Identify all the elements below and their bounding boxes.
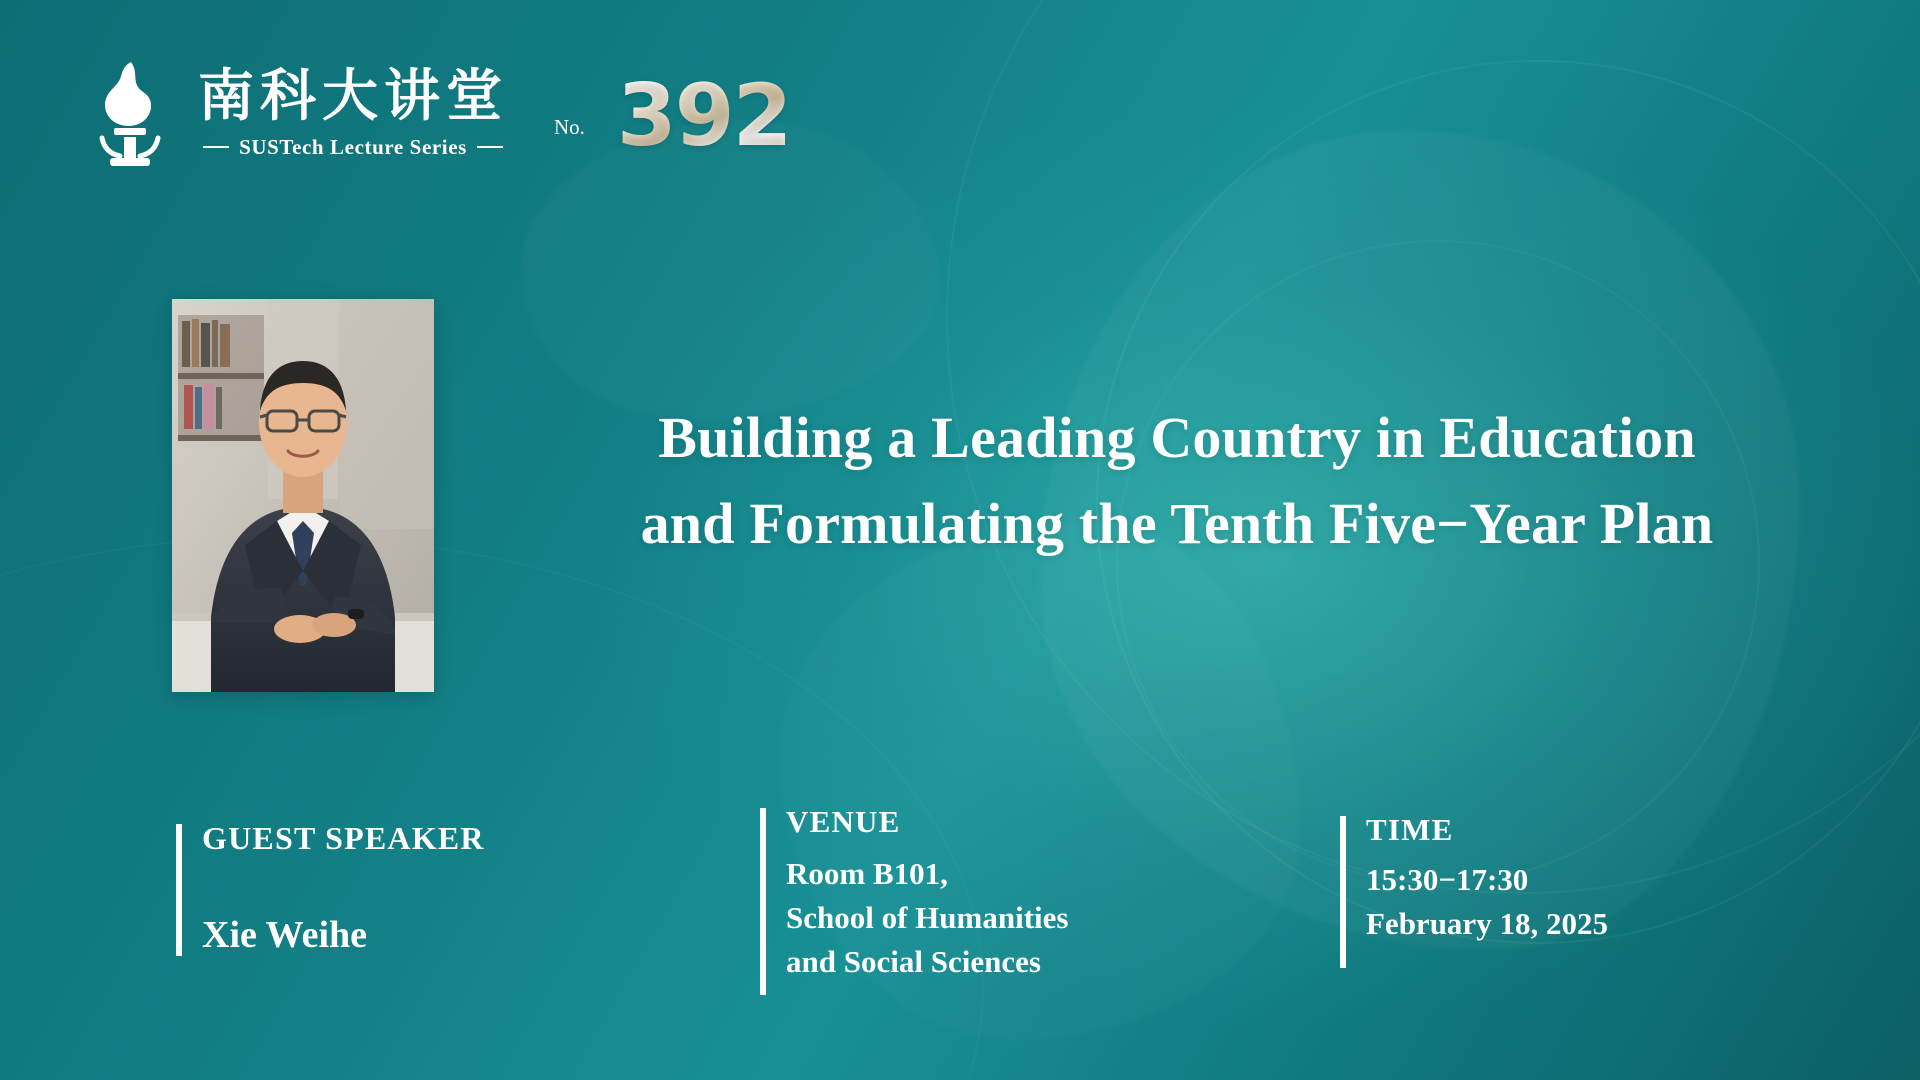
venue-label: VENUE [786, 804, 901, 839]
issue-number: 392 [616, 66, 791, 166]
guest-speaker-name: Xie Weihe [202, 914, 368, 956]
venue-line-1: Room B101, [786, 856, 948, 891]
time-value [1366, 858, 1608, 946]
lecture-title-line-2: and Formulating the Tenth Five−Year Plan [640, 490, 1714, 556]
venue-block [760, 804, 1068, 999]
rule-left [203, 146, 229, 148]
torch-logo-icon [84, 58, 176, 170]
time-hours: 15:30−17:30 [1366, 862, 1529, 897]
speaker-portrait [172, 299, 434, 692]
venue-line-2: School of Humanities [786, 900, 1069, 936]
time-label: TIME [1366, 812, 1454, 847]
lecture-title-line-1: Building a Leading Country in Education [658, 405, 1696, 470]
venue-line-3: and Social Sciences [786, 944, 1041, 980]
lecture-title [512, 395, 1842, 567]
info-row [0, 800, 1920, 1020]
brand-header [84, 58, 790, 170]
time-date: February 18, 2025 [1366, 906, 1608, 942]
brand-chinese-name: 南科大讲堂 [198, 64, 508, 130]
time-block [1340, 812, 1608, 972]
rule-right [477, 146, 503, 148]
brand-english-name: SUSTech Lecture Series [239, 134, 467, 159]
brand-wordmark [198, 64, 508, 160]
brand-english-row [203, 135, 503, 160]
venue-value [786, 852, 1068, 984]
guest-speaker-block [176, 820, 485, 960]
guest-speaker-label: GUEST SPEAKER [202, 820, 485, 856]
issue-number-prefix: No. [554, 114, 585, 139]
